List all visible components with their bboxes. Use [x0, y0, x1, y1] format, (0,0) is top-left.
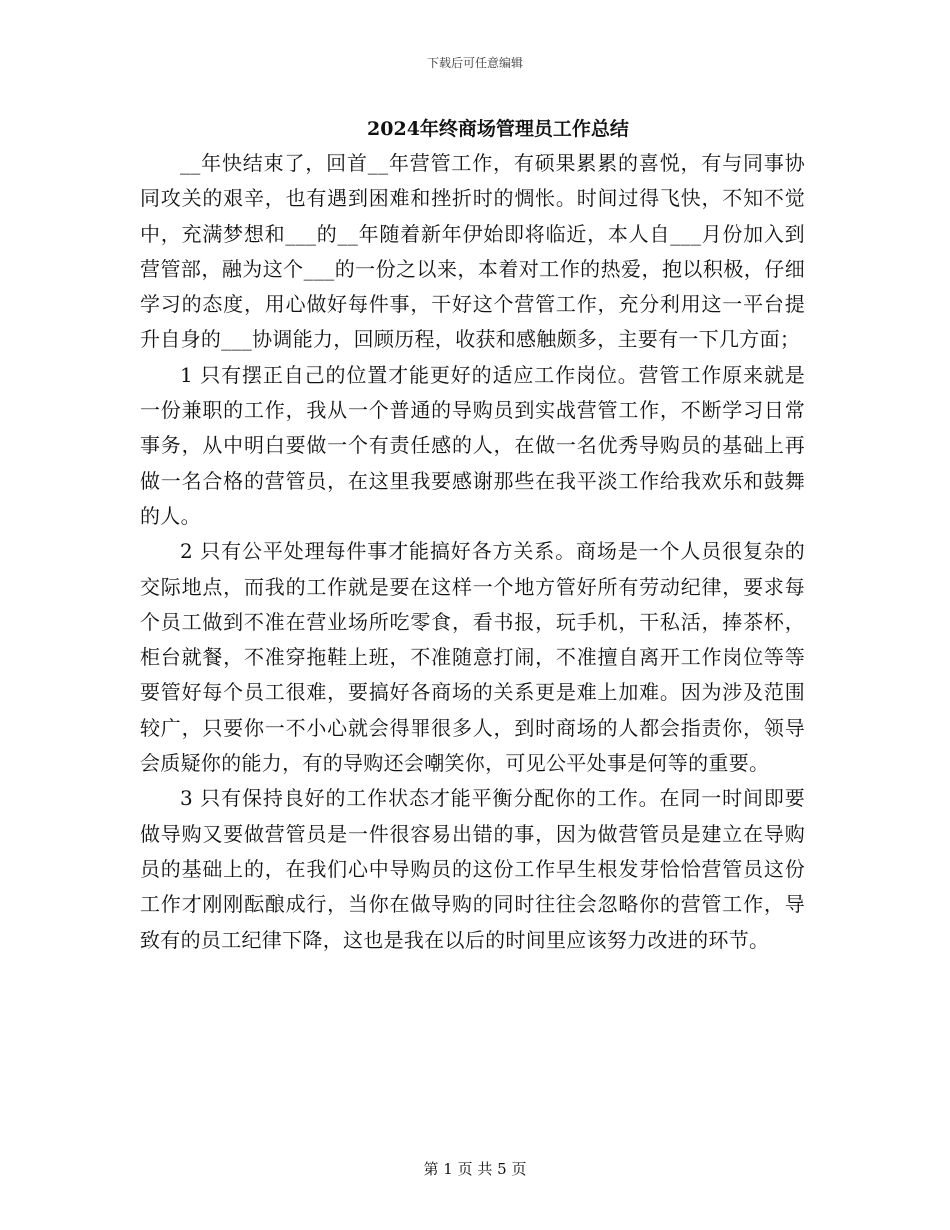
download-note: 下载后可任意编辑 — [426, 56, 523, 70]
paragraph-intro: __年快结束了，回首__年营管工作，有硕果累累的喜悦，有与同事协同攻关的艰辛，也有遇到困难和挫折时的惆怅。时间过得飞快，不知不觉中，充满梦想和___的__年随着新年伊始即将临近，本人自___月份加入到营管部，融为这个___的一份之以来，本着对工作的热爱，抱以积极，仔细学习的态度，用心做好每件事，干好这个营管工作，充分利用这一平台提升自身的___协调能力，回顾历程，收获和感触颇多，主要有一下几方面； — [140, 151, 805, 352]
paragraph-point-2: 2 只有公平处理每件事才能搞好各方关系。商场是一个人员很复杂的交际地点，而我的工作就是要在这样一个地方管好所有劳动纪律，要求每个员工做到不准在营业场所吃零食，看书报，玩手机，干私活，捧茶杯，柜台就餐，不准穿拖鞋上班，不准随意打闹，不准擅自离开工作岗位等等要管好每个员工很难，要搞好各商场的关系更是难上加难。因为涉及范围较广，只要你一不小心就会得罪很多人，到时商场的人都会指责你，领导会质疑你的能力，有的导购还会嘲笑你，可见公平处事是何等的重要。 — [140, 539, 805, 776]
page-number: 第 1 页 共 5 页 — [423, 1160, 527, 1178]
paragraph-point-1: 1 只有摆正自己的位置才能更好的适应工作岗位。营管工作原来就是一份兼职的工作，我从一个普通的导购员到实战营管工作，不断学习日常事务，从中明白要做一个有责任感的人，在做一名优秀导购员的基础上再做一名合格的营管员，在这里我要感谢那些在我平淡工作给我欢乐和鼓舞的人。 — [140, 362, 805, 528]
document-body — [140, 146, 805, 958]
document-title: 2024年终商场管理员工作总结 — [367, 118, 629, 140]
paragraph-point-3: 3 只有保持良好的工作状态才能平衡分配你的工作。在同一时间即要做导购又要做营管员是一件很容易出错的事，因为做营管员是建立在导购员的基础上的，在我们心中导购员的这份工作早生根发芽恰恰营管员这份工作才刚刚酝酿成行，当你在做导购的同时往往会忽略你的营管工作，导致有的员工纪律下降，这也是我在以后的时间里应该努力改进的环节。 — [140, 786, 805, 952]
